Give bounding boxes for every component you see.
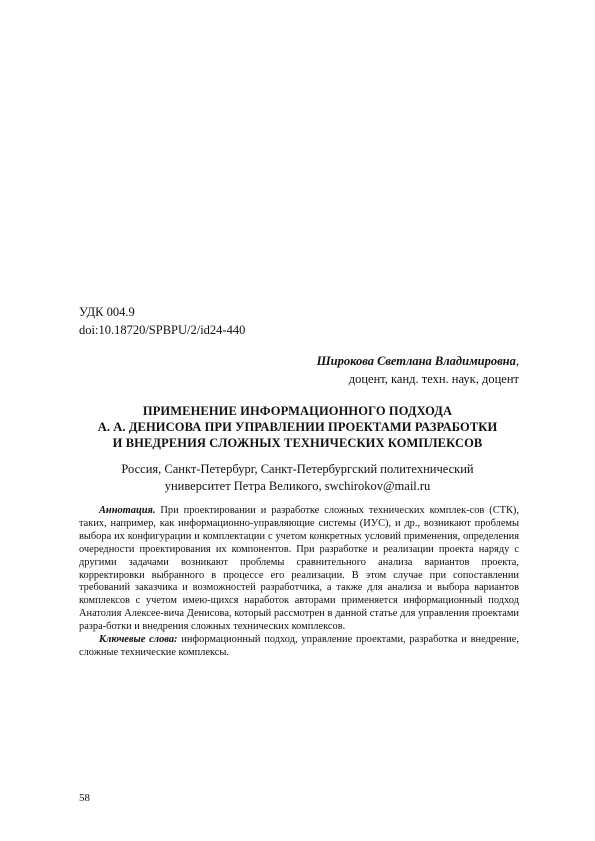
abstract-paragraph [79,505,519,634]
title-line: ПРИМЕНЕНИЕ ИНФОРМАЦИОННОГО ПОДХОДА [142,404,453,418]
article-title [60,403,535,451]
affiliation-line: Россия, Санкт-Петербург, Санкт-Петербургский политехнический [121,462,474,476]
page-number: 58 [79,792,90,804]
author-block [317,352,519,388]
author-separator: , [515,354,519,368]
keywords-label: Ключевые слова: [99,634,178,646]
affiliation-line: университет Петра Великого, swchirokov@mail.ru [164,479,431,493]
title-line: И ВНЕДРЕНИЯ СЛОЖНЫХ ТЕХНИЧЕСКИХ КОМПЛЕКСОВ [112,436,483,450]
doi: doi:10.18720/SPBPU/2/id24-440 [79,323,246,337]
author-name: Широкова Светлана Владимировна [316,354,516,368]
keywords-paragraph [79,634,519,660]
udk-code: УДК 004.9 [79,305,135,319]
affiliation [60,461,535,495]
abstract-label: Аннотация. [99,505,156,516]
author-position: доцент, канд. техн. наук, доцент [348,372,519,386]
abstract-text: При проектировании и разработке сложных технических комплек-сов (СТК), таких, например, как информационно-управляющие системы (ИУС), и др., возникают проблемы выбора их конфигурации и комплектации с учетом конкретных условий применения, определения очередности проектирования их компонентов. При разработке и реализации проекта наряду с другими задачами возникают проблемы сравнительного анализа вариантов проекта, корректировки выбранного в процессе его реализации. В этом случае при сопоставлении требований заказчика и возможностей разработчика, а также для анализа и выбора вариантов комплексов с учетом имею-щихся наработок авторами применяется информационный подход Анатолия Алексее-вича Денисова, который рассмотрен в данной статье для управления проектами разра-ботки и внедрения сложных технических комплексов. [79,505,519,633]
udk-block [79,303,245,339]
abstract-section [79,505,519,660]
title-line: А. А. ДЕНИСОВА ПРИ УПРАВЛЕНИИ ПРОЕКТАМИ РАЗРАБОТКИ [97,420,498,434]
keywords-text: информационный подход, управление проектами, разработка и внедрение, сложные технические комплексы. [79,634,519,658]
